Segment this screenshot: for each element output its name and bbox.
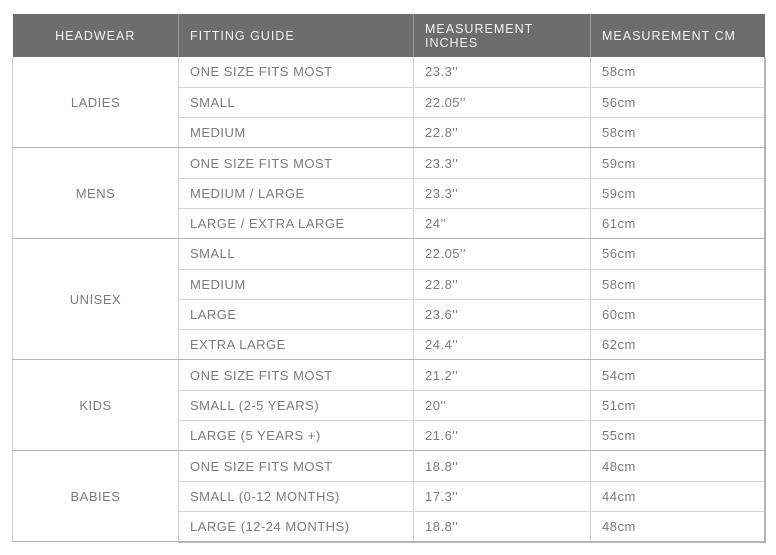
- table-row: [13, 148, 765, 178]
- table-row: [13, 451, 765, 481]
- fit-cell: LARGE / EXTRA LARGE: [179, 208, 414, 238]
- fit-cell: ONE SIZE FITS MOST: [179, 148, 414, 178]
- headwear-size-table: [12, 14, 766, 543]
- fit-cell: MEDIUM: [179, 269, 414, 299]
- fit-cell: LARGE (12-24 MONTHS): [179, 511, 414, 541]
- cm-cell: 56cm: [591, 239, 765, 269]
- fit-cell: LARGE: [179, 299, 414, 329]
- table-body: [13, 57, 765, 542]
- size-guide-table: [12, 14, 764, 543]
- fit-cell: ONE SIZE FITS MOST: [179, 451, 414, 481]
- cm-cell: 55cm: [591, 421, 765, 451]
- fit-cell: SMALL (2-5 YEARS): [179, 390, 414, 420]
- category-cell: KIDS: [13, 360, 179, 451]
- cm-cell: 56cm: [591, 87, 765, 117]
- category-cell: BABIES: [13, 451, 179, 542]
- header-cell-measurement-cm: MEASUREMENT CM: [591, 14, 765, 57]
- inches-cell: 23.3'': [414, 148, 591, 178]
- header-row: [13, 14, 765, 57]
- cm-cell: 58cm: [591, 57, 765, 87]
- inches-cell: 17.3'': [414, 481, 591, 511]
- cm-cell: 48cm: [591, 451, 765, 481]
- cm-cell: 44cm: [591, 481, 765, 511]
- inches-cell: 22.8'': [414, 269, 591, 299]
- cm-cell: 48cm: [591, 511, 765, 541]
- cm-cell: 58cm: [591, 118, 765, 148]
- inches-cell: 18.8'': [414, 451, 591, 481]
- category-cell: UNISEX: [13, 239, 179, 360]
- cm-cell: 51cm: [591, 390, 765, 420]
- cm-cell: 60cm: [591, 299, 765, 329]
- table-row: [13, 360, 765, 390]
- fit-cell: EXTRA LARGE: [179, 330, 414, 360]
- header-cell-headwear: HEADWEAR: [13, 14, 179, 57]
- fit-cell: ONE SIZE FITS MOST: [179, 57, 414, 87]
- inches-cell: 22.8'': [414, 118, 591, 148]
- fit-cell: MEDIUM / LARGE: [179, 178, 414, 208]
- inches-cell: 21.6'': [414, 421, 591, 451]
- category-cell: MENS: [13, 148, 179, 239]
- fit-cell: LARGE (5 YEARS +): [179, 421, 414, 451]
- inches-cell: 23.6'': [414, 299, 591, 329]
- cm-cell: 59cm: [591, 178, 765, 208]
- table-header: [13, 14, 765, 57]
- cm-cell: 58cm: [591, 269, 765, 299]
- inches-cell: 22.05'': [414, 239, 591, 269]
- inches-cell: 20'': [414, 390, 591, 420]
- inches-cell: 23.3'': [414, 178, 591, 208]
- table-row: [13, 57, 765, 87]
- inches-cell: 22.05'': [414, 87, 591, 117]
- fit-cell: SMALL (0-12 MONTHS): [179, 481, 414, 511]
- header-cell-measurement-inches: MEASUREMENT INCHES: [414, 14, 591, 57]
- inches-cell: 18.8'': [414, 511, 591, 541]
- inches-cell: 24'': [414, 208, 591, 238]
- cm-cell: 59cm: [591, 148, 765, 178]
- fit-cell: SMALL: [179, 239, 414, 269]
- inches-cell: 24.4'': [414, 330, 591, 360]
- fit-cell: MEDIUM: [179, 118, 414, 148]
- fit-cell: ONE SIZE FITS MOST: [179, 360, 414, 390]
- cm-cell: 62cm: [591, 330, 765, 360]
- inches-cell: 21.2'': [414, 360, 591, 390]
- header-cell-fitting-guide: FITTING GUIDE: [179, 14, 414, 57]
- table-row: [13, 239, 765, 269]
- inches-cell: 23.3'': [414, 57, 591, 87]
- fit-cell: SMALL: [179, 87, 414, 117]
- cm-cell: 54cm: [591, 360, 765, 390]
- cm-cell: 61cm: [591, 208, 765, 238]
- category-cell: LADIES: [13, 57, 179, 148]
